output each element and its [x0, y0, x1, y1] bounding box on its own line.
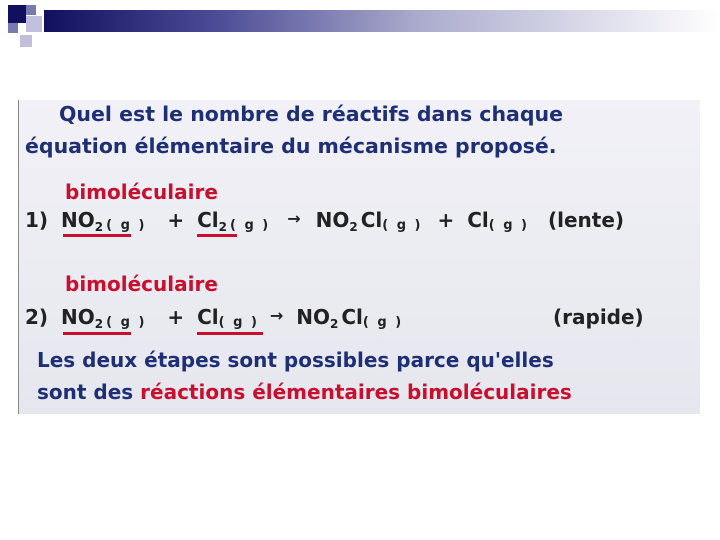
- step2-reactant2: Cl( g ): [197, 305, 259, 330]
- step1-reactant1-underline: [63, 234, 131, 237]
- step2-type-label: bimoléculaire: [65, 272, 218, 296]
- step1-equation: [25, 208, 624, 234]
- conclusion-line-2: [37, 380, 572, 404]
- corner-square-large: [8, 5, 26, 23]
- conclusion-line-1: Les deux étapes sont possibles parce qu'elles: [37, 348, 554, 372]
- corner-square-small: [20, 35, 32, 47]
- step1-number: 1): [25, 208, 49, 232]
- conclusion-prefix: sont des: [37, 380, 141, 404]
- step1-product1: NO2Cl( g ): [315, 208, 423, 234]
- step1-reactant2-underline: [197, 234, 237, 237]
- step2-reactant2-underline: [197, 332, 263, 335]
- step1-product2: Cl( g ): [467, 208, 529, 233]
- step2-number: 2): [25, 305, 49, 329]
- content-card: [18, 100, 700, 414]
- corner-square-small: [8, 23, 18, 33]
- step1-type-label: bimoléculaire: [65, 180, 218, 204]
- conclusion-highlight: réactions élémentaires bimoléculaires: [140, 380, 572, 404]
- step2-reactant1-underline: [63, 332, 131, 335]
- header-gradient-band: [44, 10, 720, 32]
- step1-reactant2: Cl2( g ): [197, 208, 271, 234]
- step1-arrow-icon: →: [287, 209, 301, 228]
- step1-plus-2: +: [437, 208, 455, 232]
- step1-reactant1: NO2( g ): [61, 208, 147, 234]
- corner-square-medium: [26, 16, 42, 32]
- step2-equation: [25, 305, 403, 331]
- step1-plus: +: [167, 208, 185, 232]
- question-line-1: Quel est le nombre de réactifs dans chaque: [59, 102, 564, 126]
- step2-speed: (rapide): [553, 305, 644, 329]
- question-line-2: équation élémentaire du mécanisme proposé.: [25, 134, 557, 158]
- step2-plus: +: [167, 305, 185, 329]
- corner-square-small: [26, 5, 36, 15]
- step2-arrow-icon: →: [269, 306, 284, 325]
- step2-product1: NO2Cl( g ): [296, 305, 404, 331]
- step1-speed: (lente): [547, 208, 625, 232]
- step2-reactant1: NO2( g ): [61, 305, 147, 331]
